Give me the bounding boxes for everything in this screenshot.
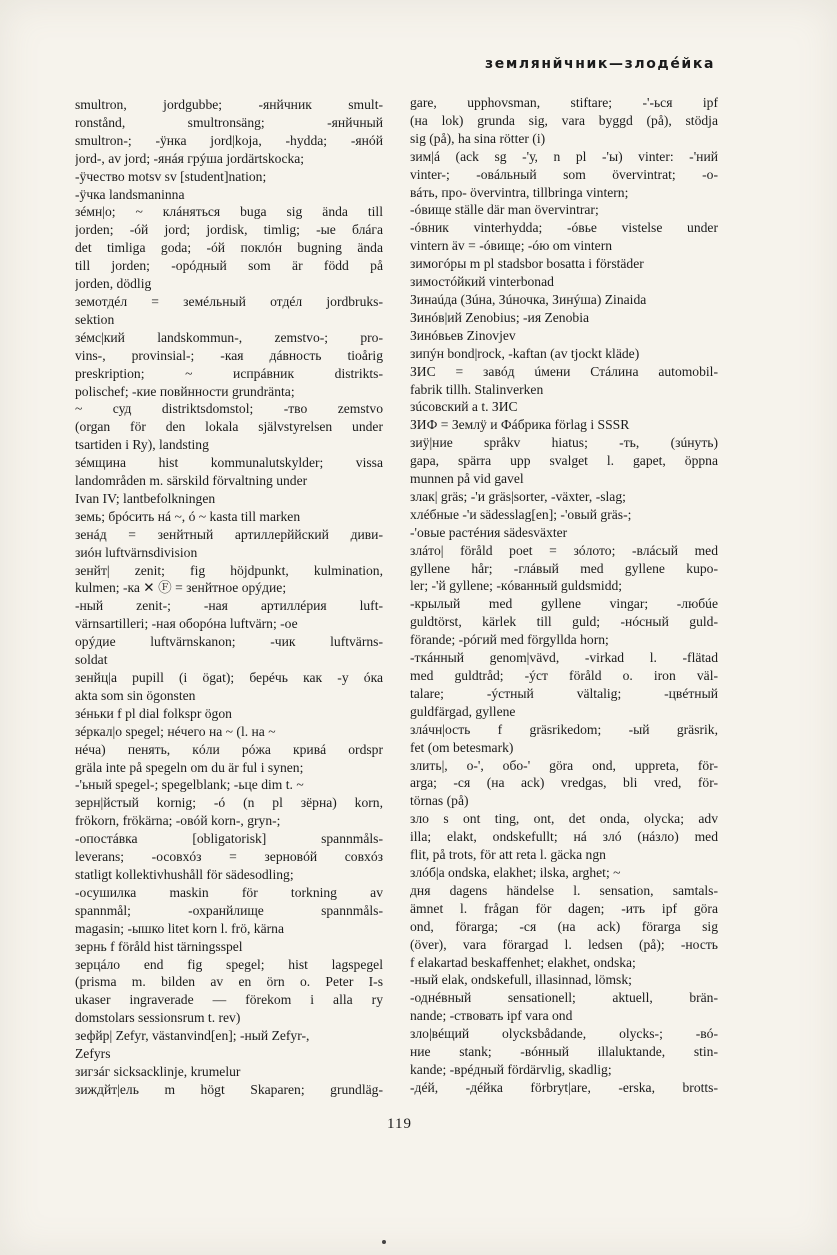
dictionary-line: злак| gräs; -'и gräs|sorter, -växter, -slag; <box>410 488 626 504</box>
dictionary-line: kulmen; -ка ✕ Ⓕ = зенйтное орýдие; <box>75 580 287 596</box>
dictionary-line: зернь f föråld hist tärningsspel <box>75 938 243 954</box>
dictionary-line: jorden, dödlig <box>75 276 152 292</box>
dictionary-line: tsartiden i Ry), landsting <box>75 437 209 453</box>
dictionary-line: -óвник vinterhydda; -óвье vistelse under <box>410 220 718 236</box>
dictionary-line: ukaser ingraverade — förekom i alla ry <box>75 992 383 1008</box>
dictionary-line: зигзáг sicksacklinje, krumelur <box>75 1063 241 1079</box>
dictionary-line: ronstånd, smultronsäng; -янйчный <box>75 114 383 130</box>
dictionary-line: frökorn, frökärna; -овóй korn-, gryn-; <box>75 813 281 829</box>
dictionary-line: -дéй, -дéйка förbryt|are, -erska, brotts- <box>410 1079 718 1095</box>
dictionary-line: злóб|а ondska, elakhet; ilska, arghet; ~ <box>410 864 621 880</box>
dictionary-line: gyllene hår; -глáвый med gyllene kupo- <box>410 560 718 576</box>
dictionary-line: -ткáнный genom|vävd, -virkad l. -flätad <box>410 650 718 666</box>
dictionary-line: statligt kollektivhushåll för sädesodling; <box>75 866 294 882</box>
dictionary-line: ämnet l. frågan för dagen; -ить ipf göra <box>410 900 718 916</box>
dictionary-line: leverans; -осовхóз = зерновóй совхóз <box>75 849 383 865</box>
dictionary-line: (över), vara förargad l. ledsen (på); -ность <box>410 936 718 952</box>
dictionary-line: vintern äv = -óвище; -óю om vintern <box>410 238 613 254</box>
dictionary-line: зенáд = зенйтный артиллерййский диви- <box>75 526 383 542</box>
dictionary-line: Зинаúда (Зúна, Зúночка, Зинýша) Zinaida <box>410 291 647 307</box>
dictionary-line: дня dagens händelse l. sensation, samtals- <box>410 882 718 898</box>
dictionary-line: -осушилка maskin för torkning av <box>75 884 383 900</box>
dictionary-line: förande; -рóгий med förgyllda horn; <box>410 632 609 648</box>
dictionary-line: polischef; -кие повйнности grundränta; <box>75 383 295 399</box>
dictionary-line: domstolars sessionsrum t. rev) <box>75 1010 241 1026</box>
dictionary-line: kande; -врéдный fördärvlig, skadlig; <box>410 1061 612 1077</box>
dictionary-line: -ный elak, ondskefull, illasinnad, lömsk; <box>410 972 632 988</box>
dictionary-line: зефйр| Zefyr, västanvind[en]; -ный Zefyr-, <box>75 1028 310 1044</box>
dictionary-line: (на lok) grunda sig, vara byggd (på), stödja <box>410 112 718 128</box>
dictionary-line: злáчн|ость f gräsrikedom; -ый gräsrik, <box>410 721 718 737</box>
dictionary-line: nande; -ствовать ipf vara ond <box>410 1008 573 1024</box>
dictionary-line: -'овые растéния sädesväxter <box>410 524 568 540</box>
dictionary-line: зиóн luftvärnsdivision <box>75 544 198 560</box>
dictionary-line: guldtörst, kärlek till guld; -нóсный guld- <box>410 614 718 630</box>
dictionary-line: fet (om betesmark) <box>410 739 514 755</box>
dictionary-line: -óвище ställe där man övervintrar; <box>410 202 599 218</box>
dictionary-line: хлéбные -'и sädesslag[en]; -'овый gräs-; <box>410 506 632 522</box>
right-column <box>410 94 718 1097</box>
dictionary-line: ~ суд distriktsdomstol; -тво zemstvo <box>75 401 383 417</box>
dictionary-line: Ivan IV; lantbefolkningen <box>75 490 216 506</box>
dictionary-line: зéркал|о spegel; нéчего на ~ (l. на ~ <box>75 723 276 739</box>
dictionary-line: vinter-; -овáльный som övervintrat; -о- <box>410 166 718 182</box>
dictionary-line: зерцáло end fig spegel; hist lagspegel <box>75 956 383 972</box>
dictionary-line: landområden m. särskild förvaltning under <box>75 473 308 489</box>
dictionary-line: illa; elakt, ondskefullt; нá злó (нáзло) med <box>410 829 718 845</box>
dictionary-line: talare; -ýстный vältalig; -цвéтный <box>410 685 718 701</box>
dictionary-line: jord-, av jord; -янáя грýша jordärtskocka; <box>75 150 305 166</box>
dictionary-line: зипýн bond|rock, -kaftan (av tjockt kläde) <box>410 345 640 361</box>
dictionary-line: -крылый med gyllene vingar; -любúе <box>410 596 718 612</box>
dictionary-line: guldfärgad, gyllene <box>410 703 516 719</box>
dictionary-line: зерн|йстый kornig; -ó (n pl зёрна) korn, <box>75 795 383 811</box>
dictionary-line: злáто| föråld poet = зóлото; -влáсый med <box>410 542 718 558</box>
dictionary-line: ЗИС = завóд úмени Стáлина automobil- <box>410 363 718 379</box>
dictionary-line: gräla inte på spegeln om du är ful i synen; <box>75 759 304 775</box>
dictionary-line: зенйц|а pupill (i ögat); берéчь как -у óка <box>75 670 383 685</box>
dictionary-line: arga; -ся (на ack) vredgas, bli vred, för- <box>410 775 718 791</box>
dictionary-line: земь; брóсить нá ~, ó ~ kasta till marken <box>75 508 301 524</box>
dictionary-line: törnas (på) <box>410 793 469 809</box>
dictionary-line: ние stank; -вóнный illaluktande, stin- <box>410 1044 718 1060</box>
dictionary-line: -ный zenit-; -ная артиллéрия luft- <box>75 598 383 614</box>
dictionary-line: (organ för den lokala självstyrelsen under <box>75 419 383 435</box>
dictionary-line: det timliga goda; -óй поклóн bugning ända <box>75 240 383 256</box>
dictionary-line: земотдéл = земéльный отдéл jordbruks- <box>75 293 383 309</box>
dictionary-line: -опостáвка [obligatorisk] spannmåls- <box>75 831 383 847</box>
dictionary-line: munnen på vid gavel <box>410 471 524 487</box>
dictionary-line: soldat <box>75 652 108 668</box>
dictionary-line: magasin; -ышко litet korn l. frö, kärna <box>75 920 284 936</box>
dictionary-line: smultron-; -ÿнка jord|koja, -hydda; -янóй <box>75 132 383 148</box>
dictionary-line: gapa, spärra upp svalget l. gapet, öppna <box>410 453 718 469</box>
dictionary-line: fabrik tillh. Stalinverken <box>410 381 544 397</box>
dictionary-line: зло|вéщий olycksbådande, olycks-; -вó- <box>410 1026 718 1042</box>
dictionary-line: ler; -'й gyllene; -кóванный guldsmidd; <box>410 578 623 594</box>
dictionary-line: зéмн|о; ~ клáняться buga sig ända till <box>75 204 383 220</box>
dictionary-line: (prisma m. bilden av en örn o. Peter I-s <box>75 974 383 990</box>
dictionary-line: smultron, jordgubbe; -янйчник smult- <box>75 97 383 112</box>
dictionary-line: -ÿчество motsv sv [student]nation; <box>75 168 267 184</box>
dictionary-line: зиждйт|ель m högt Skaparen; grundläg- <box>75 1081 383 1097</box>
dictionary-line: -'ьный spegel-; spegelblank; -ьце dim t. ~ <box>75 777 304 793</box>
dictionary-line: preskription; ~ испрáвник distrikts- <box>75 365 383 381</box>
dictionary-line: зиÿ|ние språkv hiatus; -ть, (зúнуть) <box>410 435 718 451</box>
dictionary-line: Зинóвьев Zinovjev <box>410 327 516 343</box>
dictionary-line: зéмс|кий landskommun-, zemstvo-; pro- <box>75 329 383 345</box>
dictionary-line: зéмщина hist kommunalutskylder; vissa <box>75 455 383 471</box>
dictionary-line: vins-, provinsial-; -кая дáвность tioårig <box>75 347 383 363</box>
dictionary-line: зимостóйкий vinterbonad <box>410 274 554 290</box>
dictionary-line: орýдие luftvärnskanon; -чик luftvärns- <box>75 634 383 650</box>
page-dot <box>382 1240 386 1244</box>
dictionary-line: f elakartad beskaffenhet; elakhet, ondska; <box>410 954 636 970</box>
dictionary-line: flit, på trots, för att reta l. gäcka ngn <box>410 847 606 863</box>
dictionary-line: злить|, о-', обо-' göra ond, uppreta, för- <box>410 757 718 773</box>
dictionary-line: med guldtråd; -ýст föråld o. iron väl- <box>410 668 718 683</box>
dictionary-line: -однéвный sensationell; aktuell, brän- <box>410 990 718 1006</box>
dictionary-line: sektion <box>75 311 115 327</box>
dictionary-line: Zefyrs <box>75 1046 111 1062</box>
dictionary-line: spannmål; -охранйлище spannmåls- <box>75 902 383 918</box>
dictionary-line: akta som sin ögonsten <box>75 687 196 703</box>
dictionary-line: нéча) пенять, кóли рóжа кривá ordspr <box>75 741 383 757</box>
dictionary-line: зенйт| zenit; fig höjdpunkt, kulmination, <box>75 562 383 578</box>
dictionary-line: зим|á (ack sg -'у, n pl -'ы) vinter: -'ний <box>410 148 718 164</box>
dictionary-line: зимогóры m pl stadsbor bosatta i förstäder <box>410 256 644 272</box>
dictionary-line: sig (på), ha sina rötter (i) <box>410 130 546 146</box>
dictionary-line: till jorden; -орóдный som är född på <box>75 258 383 274</box>
dictionary-line: ЗИФ = Землÿ и Фáбрика förlag i SSSR <box>410 417 630 433</box>
dictionary-line: gare, upphovsman, stiftare; -'-ься ipf <box>410 95 718 110</box>
dictionary-line: värnsartilleri; -ная оборóна luftvärn; -ое <box>75 616 298 632</box>
dictionary-line: зло s ont ting, ont, det onda, olycka; adv <box>410 811 718 827</box>
dictionary-line: зéньки f pl dial folkspr ögon <box>75 705 232 721</box>
dictionary-line: вáть, про- övervintra, tillbringa vintern; <box>410 184 629 200</box>
dictionary-line: зúсовский a t. ЗИС <box>410 399 518 415</box>
running-head: землянйчник—злодéйка <box>485 56 715 72</box>
dictionary-line: ond, förarga; -ся (на ack) förarga sig <box>410 918 718 934</box>
dictionary-line: Зинóв|ий Zenobius; -ия Zenobia <box>410 309 590 325</box>
left-column <box>75 96 383 1099</box>
dictionary-line: jorden; -óй jord; jordisk, timlig; -ые блáга <box>75 222 383 238</box>
page-number: 119 <box>387 1116 412 1132</box>
dictionary-line: -ÿчка landsmaninna <box>75 186 185 202</box>
